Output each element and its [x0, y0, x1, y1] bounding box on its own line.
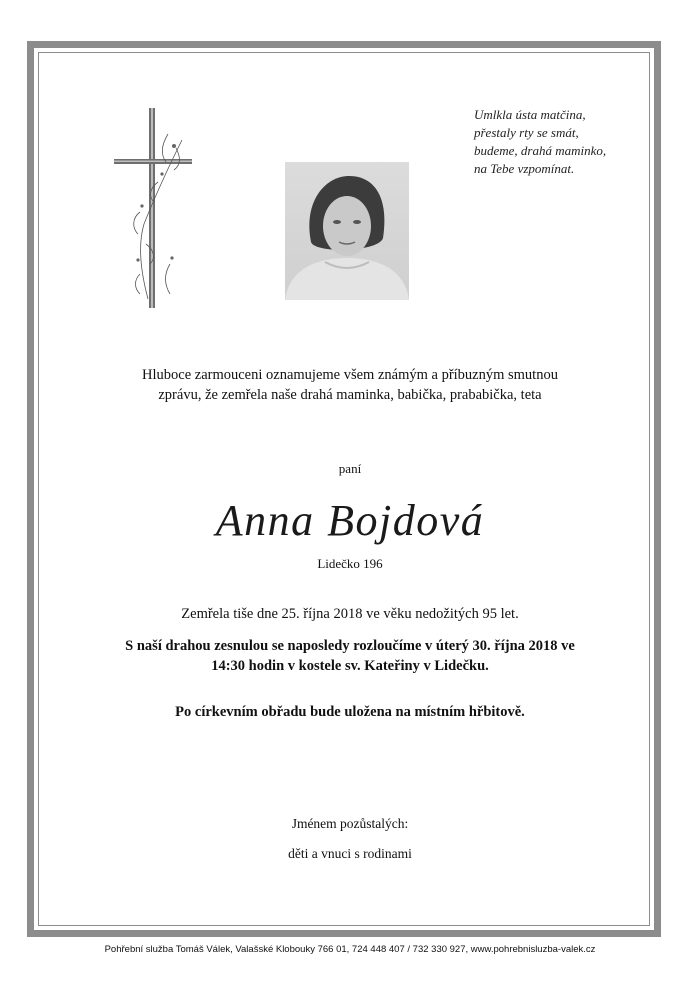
announcement [60, 365, 640, 405]
poem-line: budeme, drahá maminko, [474, 143, 607, 158]
title-prefix: paní [338, 461, 362, 476]
funeral-line: 14:30 hodin v kostele sv. Kateřiny v Lidečku. [211, 658, 489, 674]
funeral-notice [60, 636, 640, 676]
memorial-poem [474, 106, 654, 178]
death-notice: Zemřela tiše dne 25. října 2018 ve věku nedožitých 95 let. [181, 606, 519, 622]
portrait-photo [285, 162, 409, 300]
on-behalf-label: Jménem pozůstalých: [291, 816, 409, 831]
poem-line: Umlkla ústa matčina, [474, 107, 586, 122]
poem-line: na Tebe vzpomínat. [474, 161, 575, 176]
family-signature: děti a vnuci s rodinami [288, 846, 412, 861]
address: Lidečko 196 [317, 556, 383, 571]
announcement-line: zprávu, že zemřela naše drahá maminka, babička, prababička, teta [158, 387, 542, 403]
cross-with-branch-icon [110, 104, 200, 314]
burial-notice: Po církevním obřadu bude uložena na místním hřbitově. [175, 704, 525, 720]
poem-line: přestaly rty se smát, [474, 125, 579, 140]
funeral-service-footer: Pohřební služba Tomáš Válek, Valašské Klobouky 766 01, 724 448 407 / 732 330 927, www.pohrebnisluzba-valek.cz [104, 944, 596, 955]
funeral-line: S naší drahou zesnulou se naposledy rozloučíme v úterý 30. října 2018 ve [125, 638, 575, 654]
deceased-name: Anna Bojdová [215, 496, 485, 545]
announcement-line: Hluboce zarmouceni oznamujeme všem známým a příbuzným smutnou [142, 367, 558, 383]
